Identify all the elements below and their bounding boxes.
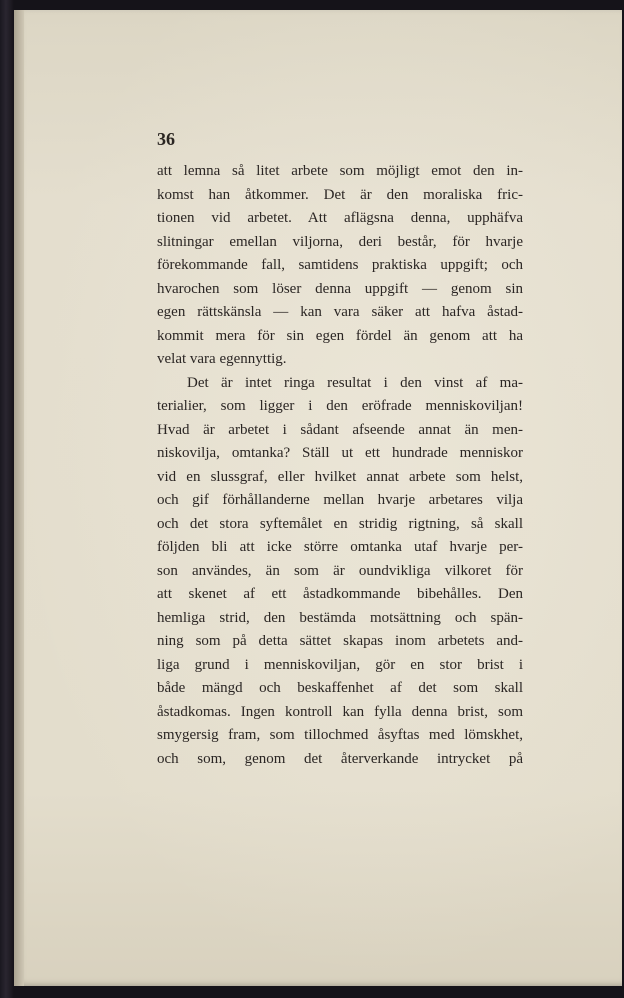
page-number: 36 (157, 129, 175, 149)
text-line: liga grund i menniskoviljan, gör en stor brist i (157, 656, 523, 673)
text-line: både mängd och beskaffenhet af det som skall (157, 680, 523, 696)
text-line: komst han åtkommer. Det är den moraliska fric- (157, 186, 523, 203)
text-line: förekommande fall, samtidens praktiska uppgift; och (157, 257, 523, 273)
text-line: niskovilja, omtanka? Ställ ut ett hundrade menniskor (157, 445, 523, 461)
text-line: terialier, som ligger i den eröfrade menniskoviljan! (157, 398, 523, 414)
text-line: tionen vid arbetet. Att aflägsna denna, upphäfva (157, 210, 523, 226)
text-line: slitningar emellan viljorna, deri består, för hvarje (157, 233, 523, 250)
page-gutter (14, 10, 24, 986)
text-line: att skenet af ett åstadkommande bibehålles. Den (157, 586, 523, 602)
page-body-text (157, 160, 523, 771)
text-line: Det är intet ringa resultat i den vinst af ma- (187, 374, 523, 391)
text-line: kommit mera för sin egen fördel än genom att ha (157, 327, 523, 344)
text-line: son användes, än som är oundvikliga vilkoret för (157, 562, 523, 579)
text-line: och det stora syftemålet en stridig rigtning, så skall (157, 515, 523, 532)
text-line: smygersig fram, som tillochmed åsyftas med lömskhet, (157, 727, 523, 743)
text-line: och gif förhållanderne mellan hvarje arbetares vilja (157, 492, 523, 508)
text-line: och som, genom det återverkande intrycket på (157, 750, 523, 767)
text-line: åstadkomas. Ingen kontroll kan fylla denna brist, som (157, 703, 523, 720)
text-line: velat vara egennyttig. (157, 351, 287, 367)
text-line: hvarochen som löser denna uppgift — genom sin (157, 280, 523, 297)
text-line: Hvad är arbetet i sådant afseende annat än men- (157, 421, 523, 438)
text-line: hemliga strid, den bestämda motsättning och spän- (157, 609, 523, 626)
text-line: följden bli att icke större omtanka utaf hvarje per- (157, 539, 523, 555)
text-line: vid en slussgraf, eller hvilket annat arbete som helst, (157, 468, 523, 485)
text-line: ning som på detta sättet skapas inom arbetets and- (157, 633, 523, 649)
text-line: att lemna så litet arbete som möjligt emot den in- (157, 163, 523, 179)
text-line: egen rättskänsla — kan vara säker att hafva åstad- (157, 304, 523, 320)
